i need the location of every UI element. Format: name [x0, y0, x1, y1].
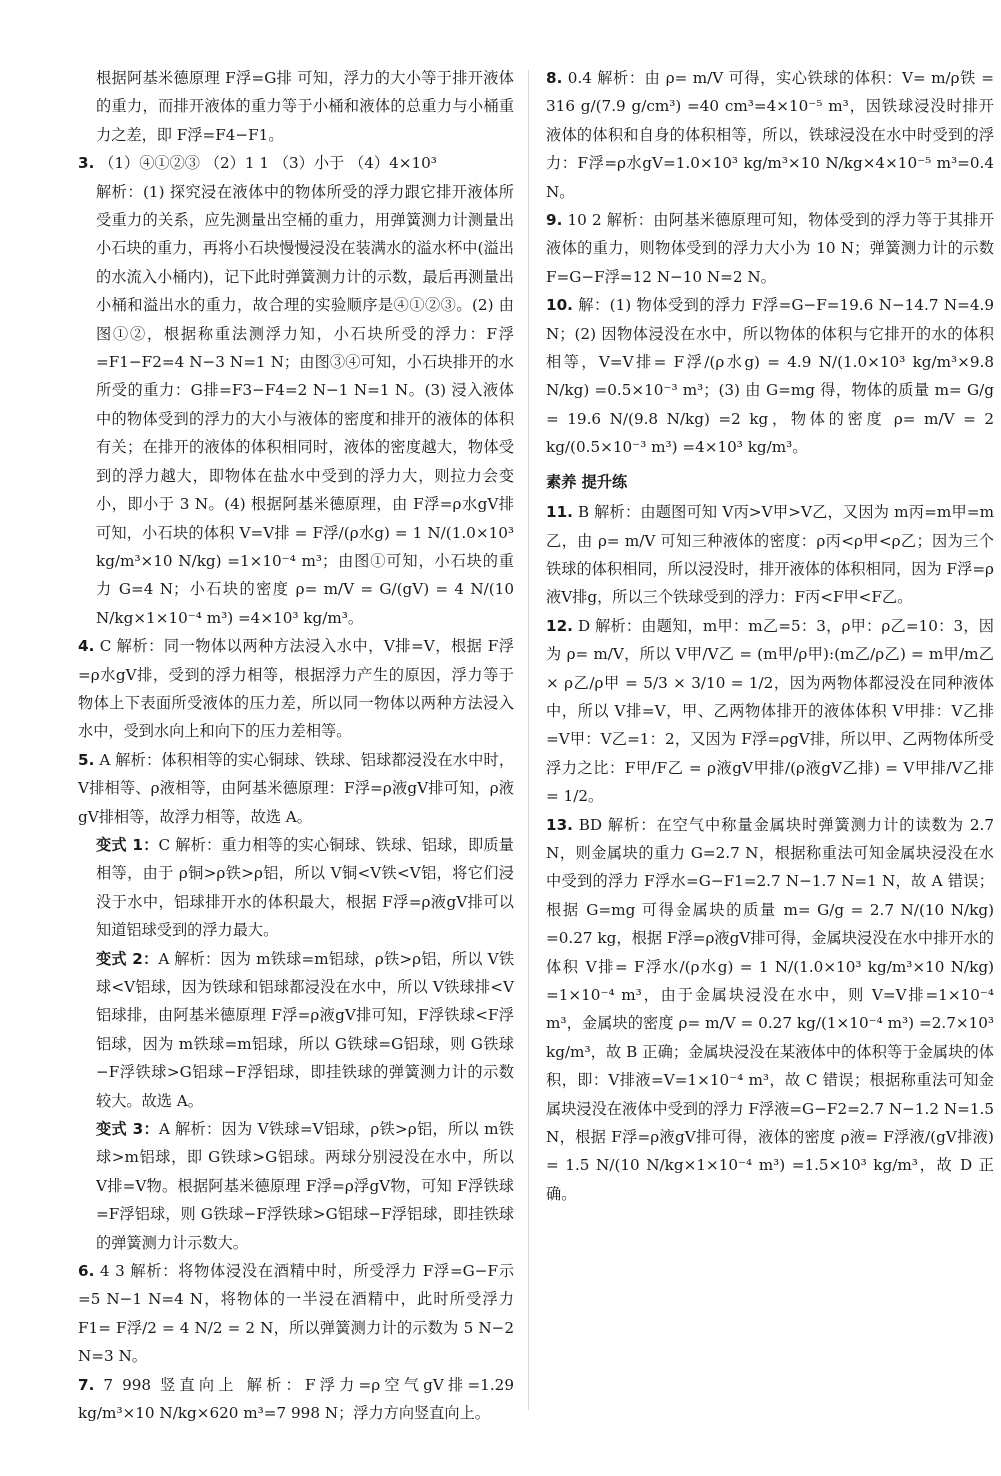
- question-number: 5.: [78, 750, 95, 769]
- answer-text: D 解析：由题知，m甲：m乙=5：3，ρ甲：ρ乙=10：3，因为 ρ= m/V，所以 V甲/V乙 = (m甲/ρ甲):(m乙/ρ乙) = m甲/m乙 × ρ乙/ρ甲 = 5/3 × 3/10 = 1/2，因为两物体都浸没在同种液体中，所以 V排=V，甲、乙两物体排开的液体体积 V甲排：V乙排=V甲：V乙=1：2，又因为 F浮=ρgV排，所以甲、乙两物体所受浮力之比：F甲/F乙 = ρ液gV甲排/(ρ液gV乙排) = V甲排/V乙排 = 1/2。: [546, 616, 994, 806]
- question-number: 8.: [546, 69, 563, 87]
- left-column: [78, 64, 514, 1428]
- question-number: 7.: [78, 1375, 95, 1394]
- answer-text: （1）④①②③ （2）1 1 （3）小于 （4）4×10³: [99, 154, 437, 173]
- answer-block: 解析：(1) 探究浸在液体中的物体所受的浮力跟它排开液体所受重力的关系，应先测量出空桶的重力，用弹簧测力计测量出小石块的重力，再将小石块慢慢浸没在装满水的溢水杯中(溢出的水流入小桶内)，记下此时弹簧测力计的示数，最后再测量出小桶和溢出水的重力，故合理的实验顺序是④①②③。(2) 由图①②，根据称重法测浮力知，小石块所受的浮力：F浮=F1−F2=4 N−3 N=1 N；由图③④可知，小石块排开的水所受的重力：G排=F3−F4=2 N−1 N=1 N。(3) 浸入液体中的物体受到的浮力的大小与液体的密度和排开的液体的体积有关；在排开的液体的体积相同时，液体的密度越大，物体受到的浮力越大，即物体在盐水中受到的浮力大，则拉力会变小，即小于 3 N。(4) 根据阿基米德原理，由 F浮=ρ水gV排 可知，小石块的体积 V=V排 = F浮/(ρ水g) = 1 N/(1.0×10³ kg/m³×10 N/kg) =1×10⁻⁴ m³；由图①可知，小石块的重力 G=4 N；小石块的密度 ρ= m/V = G/(gV) = 4 N/(10 N/kg×1×10⁻⁴ m³) =4×10³ kg/m³。: [96, 182, 514, 627]
- question-number: 11.: [546, 503, 573, 522]
- answer-block: [78, 945, 514, 1115]
- question-number: 3.: [78, 154, 95, 173]
- answer-block: [78, 149, 514, 177]
- answer-block: [546, 811, 994, 1209]
- answer-block: [546, 291, 994, 461]
- answer-text: A 解析：因为 V铁球=V铝球，ρ铁>ρ铝，所以 m铁球>m铝球，即 G铁球>G铝球。两球分别浸没在水中，所以 V排=V物。根据阿基米德原理 F浮=ρ浮gV物，可知 F浮铁球=F浮铝球，则 G铁球−F浮铁球>G铝球−F浮铝球，即挂铁球的弹簧测力计示数大。: [96, 1120, 514, 1252]
- answer-block: [546, 206, 994, 291]
- answer-text: 0.4 解析：由 ρ= m/V 可得，实心铁球的体积：V= m/ρ铁 = 316 g/(7.9 g/cm³) =40 cm³=4×10⁻⁵ m³，因铁球浸没时排开液体的体积和自身的体积相等，所以，铁球浸没在水中时受到的浮力：F浮=ρ水gV=1.0×10³ kg/m³×10 N/kg×4×10⁻⁵ m³=0.4 N。: [546, 69, 994, 201]
- answer-text: 10 2 解析：由阿基米德原理可知，物体受到的浮力等于其排开液体的重力，则物体受到的浮力大小为 10 N；弹簧测力计的示数 F=G−F浮=12 N−10 N=2 N。: [546, 211, 995, 286]
- answer-block: [78, 632, 514, 746]
- question-number: 13.: [546, 815, 573, 834]
- answer-block: [546, 64, 994, 206]
- answer-block: [78, 746, 514, 831]
- answer-text: A 解析：因为 m铁球=m铝球，ρ铁>ρ铝，所以 V铁球<V铝球，因为铁球和铝球都浸没在水中，所以 V铁球排<V铝球排，由阿基米德原理 F浮=ρ液gV排可知，F浮铁球<F浮铝球，因为 m铁球=m铝球，所以 G铁球=G铝球，则 G铁球−F浮铁球>G铝球−F浮铝球，即挂铁球的弹簧测力计的示数较大。故选 A。: [96, 949, 515, 1110]
- section-heading: 素养 提升练: [546, 472, 628, 491]
- answer-block: 根据阿基米德原理 F浮=G排 可知，浮力的大小等于排开液体的重力，而排开液体的重力等于小桶和液体的总重力与小桶重力之差，即 F浮=F4−F1。: [96, 69, 514, 144]
- question-number: 6.: [78, 1262, 95, 1281]
- right-column: [546, 64, 994, 1208]
- answer-text: A 解析：体积相等的实心铜球、铁球、铝球都浸没在水中时，V排相等、ρ液相等，由阿基米德原理：F浮=ρ液gV排可知，ρ液gV排相等，故浮力相等，故选 A。: [78, 750, 515, 826]
- answer-block: [78, 1257, 514, 1371]
- answer-text: C 解析：同一物体以两种方法浸入水中，V排=V，根据 F浮=ρ水gV排，受到的浮力相等，根据浮力产生的原因，浮力等于物体上下表面所受液体的压力差，所以同一物体以两种方法浸入水中，受到水向上和向下的压力差相等。: [78, 637, 514, 741]
- variant-label: 变式 3：: [96, 1120, 159, 1139]
- answer-text: 4 3 解析：将物体浸没在酒精中时，所受浮力 F浮=G−F示=5 N−1 N=4 N，将物体的一半浸在酒精中，此时所受浮力 F1= F浮/2 = 4 N/2 = 2 N，所以弹簧测力计的示数为 5 N−2 N=3 N。: [78, 1262, 515, 1366]
- question-number: 12.: [546, 616, 573, 635]
- question-number: 4.: [78, 637, 95, 656]
- column-divider: [528, 70, 529, 1410]
- question-number: 9.: [546, 211, 563, 230]
- answer-text: 解：(1) 物体受到的浮力 F浮=G−F=19.6 N−14.7 N=4.9 N；(2) 因物体浸没在水中，所以物体的体积与它排开的水的体积相等，V=V排= F浮/(ρ水g) = 4.9 N/(1.0×10³ kg/m³×9.8 N/kg) =0.5×10⁻³ m³；(3) 由 G=mg 得，物体的质量 m= G/g = 19.6 N/(9.8 N/kg) =2 kg，物体的密度 ρ= m/V = 2 kg/(0.5×10⁻³ m³) =4×10³ kg/m³。: [546, 296, 994, 457]
- answer-text: BD 解析：在空气中称量金属块时弹簧测力计的读数为 2.7 N，则金属块的重力 G=2.7 N，根据称重法可知金属块浸没在水中受到的浮力 F浮水=G−F1=2.7 N−1.7 N=1 N，故 A 错误；根据 G=mg 可得金属块的质量 m= G/g = 2.7 N/(10 N/kg) =0.27 kg，根据 F浮=ρ液gV排可得，金属块浸没在水中排开水的体积 V排= F浮水/(ρ水g) = 1 N/(1.0×10³ kg/m³×10 N/kg) =1×10⁻⁴ m³，由于金属块浸没在水中，则 V=V排=1×10⁻⁴ m³，金属块的密度 ρ= m/V = 0.27 kg/(1×10⁻⁴ m³) =2.7×10³ kg/m³，故 B 正确；金属块浸没在某液体中的体积等于金属块的体积，即：V排液=V=1×10⁻⁴ m³，故 C 错误；根据称重法可知金属块浸没在液体中受到的浮力 F浮液=G−F2=2.7 N−1.2 N=1.5 N，根据 F浮=ρ液gV排可得，液体的密度 ρ液= F浮液/(gV排液) = 1.5 N/(10 N/kg×1×10⁻⁴ m³) =1.5×10³ kg/m³，故 D 正确。: [546, 815, 994, 1203]
- answer-block: [546, 612, 994, 811]
- answer-text: B 解析：由题图可知 V丙>V甲>V乙，又因为 m丙=m甲=m乙，由 ρ= m/V 可知三种液体的密度：ρ丙<ρ甲<ρ乙；因为三个铁球的体积相同，所以浸没时，排开液体的体积相同，因为 F浮=ρ液V排g，所以三个铁球受到的浮力：F丙<F甲<F乙。: [546, 503, 995, 607]
- variant-label: 变式 1：: [96, 835, 159, 854]
- answer-block: [78, 831, 514, 945]
- answer-text: 7 998 竖直向上 解析：F浮力=ρ空气gV排=1.29 kg/m³×10 N/kg×620 m³=7 998 N；浮力方向竖直向上。: [78, 1375, 515, 1423]
- answer-block: [78, 1115, 514, 1257]
- question-number: 10.: [546, 296, 573, 315]
- answer-block: [78, 1371, 514, 1428]
- answer-text: C 解析：重力相等的实心铜球、铁球、铝球，即质量相等，由于 ρ铜>ρ铁>ρ铝，所以 V铜<V铁<V铝，将它们浸没于水中，铝球排开水的体积最大，根据 F浮=ρ液gV排可以知道铝球受到的浮力最大。: [96, 835, 514, 940]
- answer-block: [546, 498, 994, 612]
- variant-label: 变式 2：: [96, 949, 159, 968]
